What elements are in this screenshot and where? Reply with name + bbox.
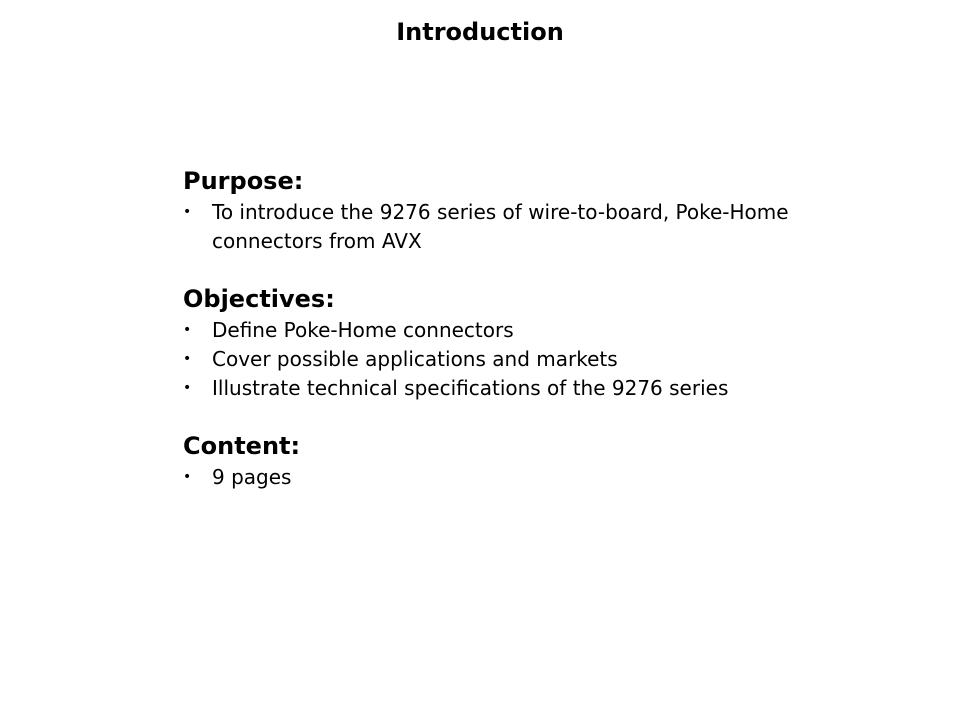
bullet-text: To introduce the 9276 series of wire-to-board, Poke-Home connectors from AVX <box>212 200 789 253</box>
bullet-icon: • <box>183 351 192 367</box>
section-heading: Content: <box>183 432 301 460</box>
bullet-item <box>183 316 803 345</box>
bullet-icon: • <box>183 380 192 396</box>
bullet-text: Illustrate technical specifications of the 9276 series <box>212 376 729 400</box>
section-heading: Purpose: <box>183 167 304 195</box>
bullet-icon: • <box>183 204 192 220</box>
section-purpose <box>183 164 803 256</box>
bullet-item <box>183 345 803 374</box>
bullet-list <box>183 463 803 492</box>
bullet-item <box>183 198 803 256</box>
section-content <box>183 429 803 492</box>
bullet-icon: • <box>183 322 192 338</box>
bullet-text: Define Poke-Home connectors <box>212 318 514 342</box>
bullet-item <box>183 463 803 492</box>
section-objectives <box>183 282 803 403</box>
bullet-text: Cover possible applications and markets <box>212 347 618 371</box>
bullet-list <box>183 198 803 256</box>
bullet-list <box>183 316 803 403</box>
section-heading: Objectives: <box>183 285 335 313</box>
slide-title: Introduction <box>396 18 564 46</box>
bullet-item <box>183 374 803 403</box>
bullet-text: 9 pages <box>212 465 292 489</box>
slide-content <box>183 164 803 518</box>
bullet-icon: • <box>183 469 192 485</box>
